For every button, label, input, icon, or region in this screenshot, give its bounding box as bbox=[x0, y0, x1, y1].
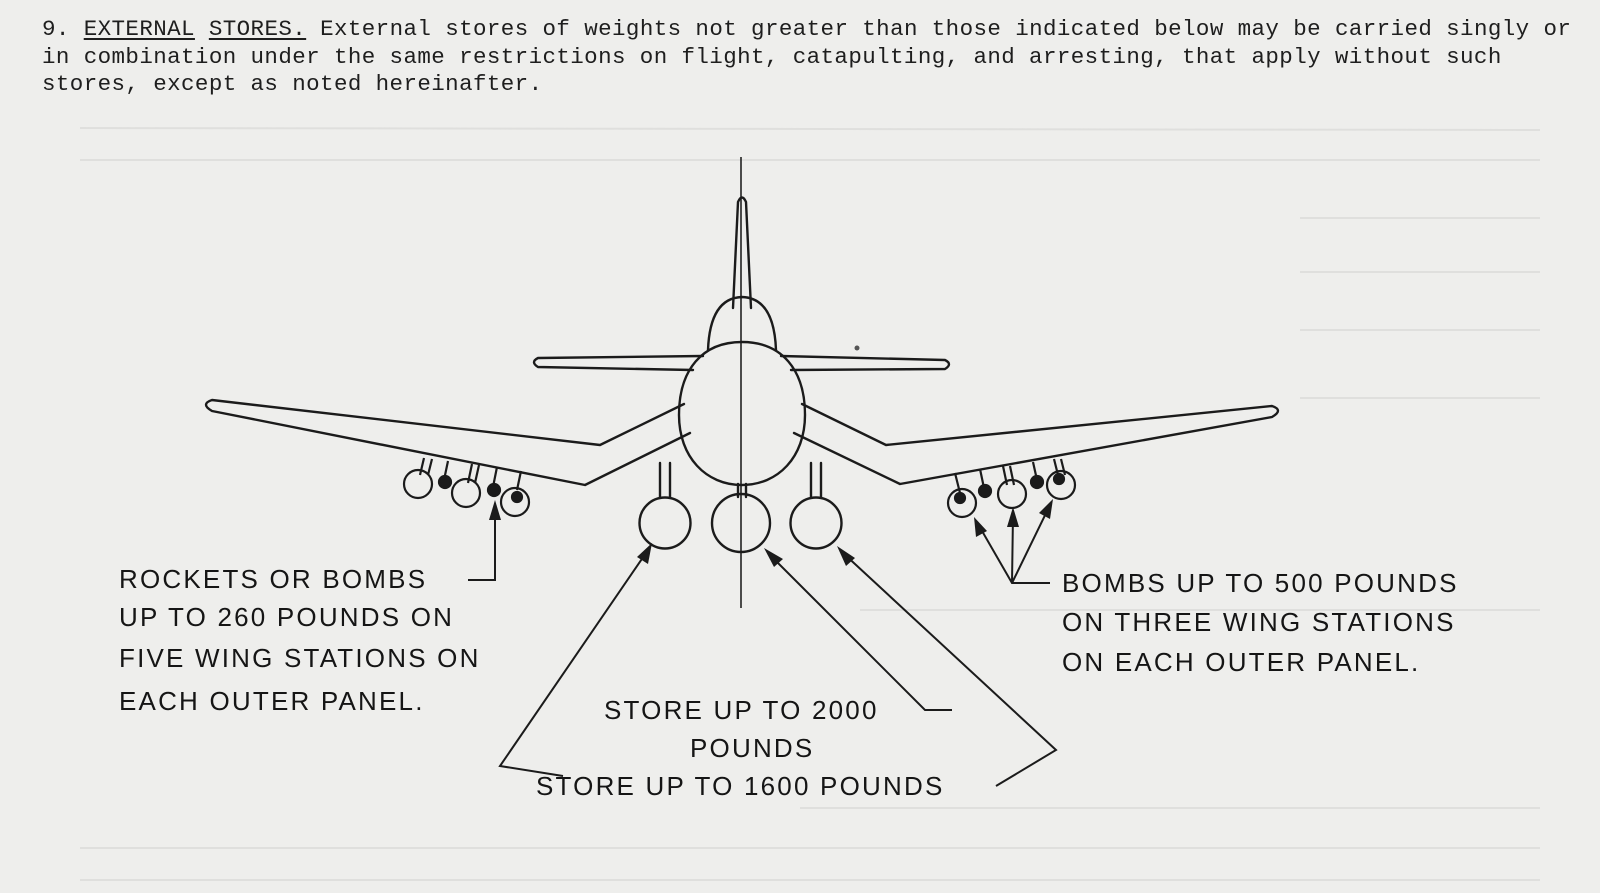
center-store-label-line-1: STORE UP TO 2000 bbox=[604, 695, 879, 725]
vertical-tail-fin bbox=[733, 198, 751, 309]
fuselage bbox=[679, 342, 805, 485]
rockets-label-line-4: EACH OUTER PANEL. bbox=[119, 686, 425, 716]
bombs-label-line-3: ON EACH OUTER PANEL. bbox=[1062, 647, 1421, 677]
left-wing bbox=[206, 400, 690, 485]
left-horizontal-stabilizer bbox=[534, 356, 703, 370]
center-store-label-line-2: POUNDS bbox=[690, 733, 815, 763]
right-inboard-store bbox=[791, 498, 842, 549]
right-outer-wing-stations bbox=[948, 459, 1075, 517]
center-store-leader bbox=[770, 555, 952, 710]
right-store-arrowhead bbox=[837, 546, 855, 566]
bombs-label-line-2: ON THREE WING STATIONS bbox=[1062, 607, 1456, 637]
bombs-label-line-1: BOMBS UP TO 500 POUNDS bbox=[1062, 568, 1459, 598]
inboard-store-label: STORE UP TO 1600 POUNDS bbox=[536, 771, 945, 801]
rockets-label-line-2: UP TO 260 POUNDS ON bbox=[119, 602, 455, 632]
center-store-label bbox=[604, 695, 888, 763]
paper-speck bbox=[855, 346, 860, 351]
right-inboard-store-leader bbox=[842, 552, 1056, 786]
bombs-arrowhead-right bbox=[1039, 499, 1053, 519]
right-horizontal-stabilizer bbox=[781, 356, 949, 370]
bombs-label bbox=[1062, 568, 1468, 677]
left-store-arrowhead bbox=[637, 543, 652, 564]
rockets-label-line-3: FIVE WING STATIONS ON bbox=[119, 643, 481, 673]
rockets-label-line-1: ROCKETS OR BOMBS bbox=[119, 564, 428, 594]
section-number: 9. bbox=[42, 16, 70, 42]
section-heading-word-1: EXTERNAL bbox=[83, 16, 195, 42]
bombs-arrowhead-middle bbox=[1007, 507, 1019, 527]
section-body-text: External stores of weights not greater than those indicated below may be carried singly or in combination under the same restrictions on flight, catapulting, and arresting, that apply without such stores, except as noted hereinafter. bbox=[42, 16, 1572, 97]
left-inboard-store-leader bbox=[500, 550, 648, 776]
callout-arrowheads bbox=[489, 499, 1053, 567]
rockets-arrowhead bbox=[489, 500, 501, 520]
bleed-through-texture bbox=[80, 128, 1540, 880]
section-heading-word-2: STORES. bbox=[208, 16, 307, 42]
bombs-arrowhead-left bbox=[974, 517, 987, 537]
rockets-label bbox=[119, 564, 490, 716]
left-outer-wing-stations bbox=[404, 458, 529, 516]
left-inboard-store bbox=[640, 498, 691, 549]
